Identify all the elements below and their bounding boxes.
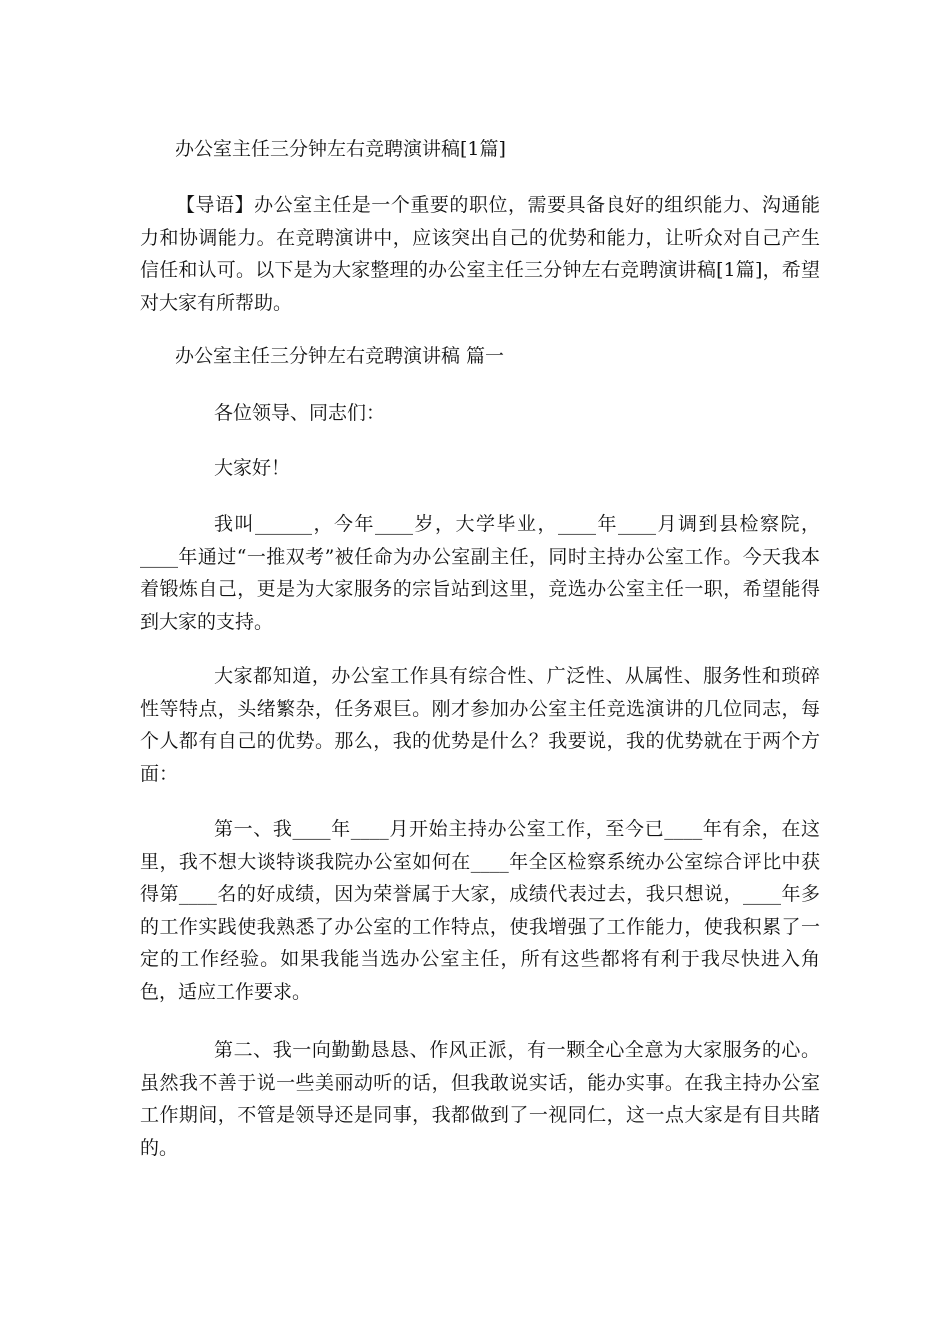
greeting: 大家好！ [214, 457, 291, 479]
section-title: 办公室主任三分钟左右竞聘演讲稿 篇一 [175, 345, 505, 367]
intro-text: 【导语】办公室主任是一个重要的职位，需要具备良好的组织能力、沟通能力和协调能力。在竞聘演讲中，应该突出自己的优势和能力，让听众对自己产生信任和认可。以下是为大家整理的办公室主任三分钟左右竞聘演讲稿[1篇]，希望对大家有所帮助。 [140, 194, 820, 314]
salutation: 各位领导、同志们： [214, 402, 386, 424]
intro-paragraph [140, 189, 820, 319]
body-paragraph-4: 第二、我一向勤勤恳恳、作风正派，有一颗全心全意为大家服务的心。虽然我不善于说一些美丽动听的话，但我敢说实话，能办实事。在我主持办公室工作期间，不管是领导还是同事，我都做到了一视同仁，这一点大家是有目共睹的。 [140, 1039, 820, 1159]
document-title: 办公室主任三分钟左右竞聘演讲稿[1篇] [175, 138, 506, 160]
body-paragraph-3: 第一、我____年____月开始主持办公室工作，至今已____年有余，在这里，我不想大谈特谈我院办公室如何在____年全区检察系统办公室综合评比中获得第____名的好成绩，因为荣誉属于大家，成绩代表过去，我只想说，____年多的工作实践使我熟悉了办公室的工作特点，使我增强了工作能力，使我积累了一定的工作经验。如果我能当选办公室主任，所有这些都将有利于我尽快进入角色，适应工作要求。 [140, 818, 820, 1003]
body-paragraph-2: 大家都知道，办公室工作具有综合性、广泛性、从属性、服务性和琐碎性等特点，头绪繁杂，任务艰巨。刚才参加办公室主任竞选演讲的几位同志，每个人都有自己的优势。那么，我的优势是什么？我要说，我的优势就在于两个方面： [140, 665, 820, 785]
body-paragraph-1: 我叫______，今年____岁，大学毕业，____年____月调到县检察院，____年通过“一推双考”被任命为办公室副主任，同时主持办公室工作。今天我本着锻炼自己，更是为大家服务的宗旨站到这里，竞选办公室主任一职，希望能得到大家的支持。 [140, 513, 820, 633]
